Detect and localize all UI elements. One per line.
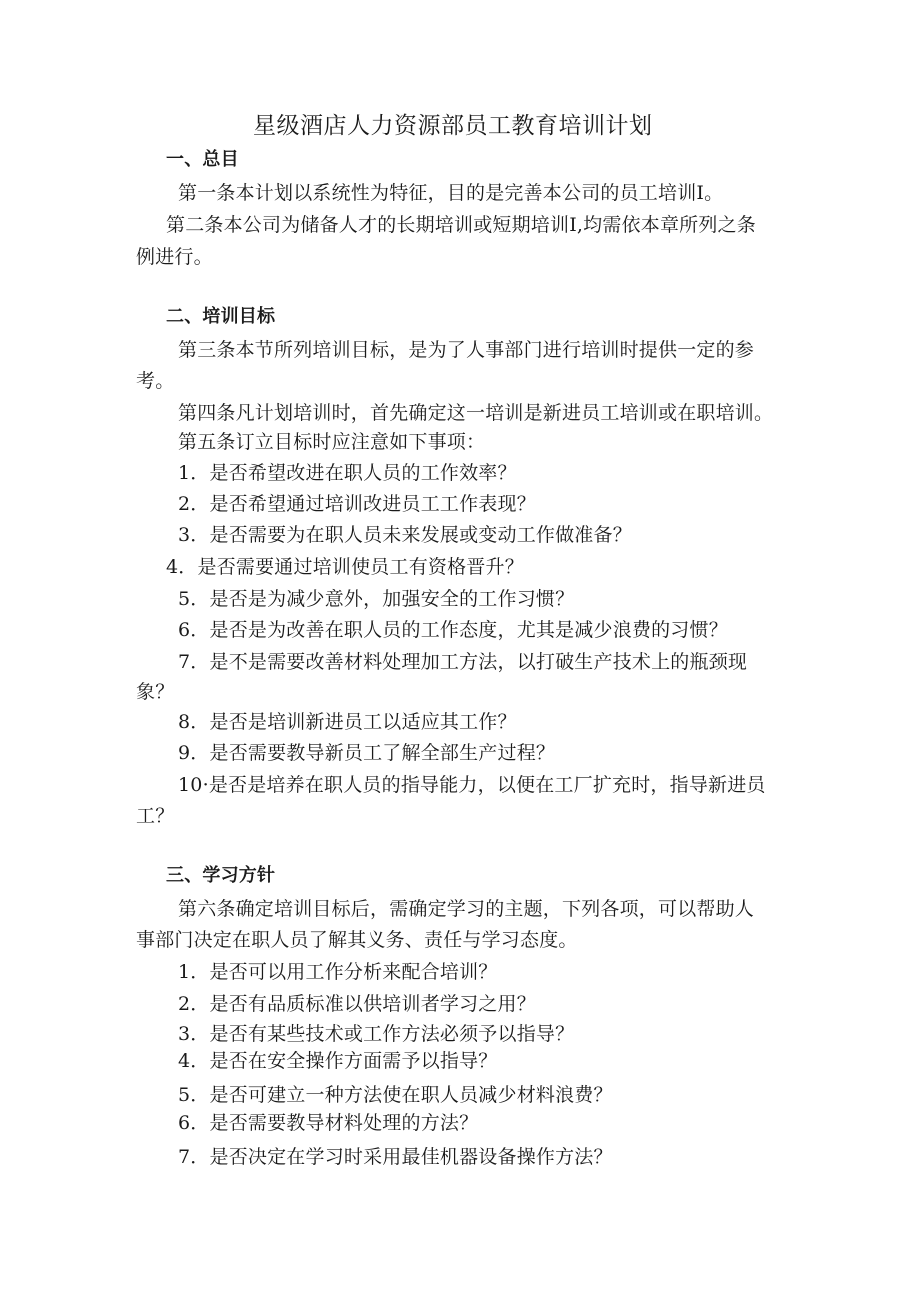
paragraph-line: 第五条订立目标时应注意如下事项： xyxy=(178,431,486,453)
list-item: 1．是否希望改进在职人员的工作效率？ xyxy=(178,462,517,484)
list-item: 3．是否有某些技术或工作方法必须予以指导？ xyxy=(178,1023,575,1045)
document-title: 星级酒店人力资源部员工教育培训计划 xyxy=(253,113,653,139)
list-item: 6．是否是为改善在职人员的工作态度，尤其是减少浪费的习惯？ xyxy=(178,619,728,641)
list-item: 2．是否有品质标准以供培训者学习之用？ xyxy=(178,993,536,1015)
list-item: 1．是否可以用工作分析来配合培训？ xyxy=(178,961,498,983)
section-heading: 二、培训目标 xyxy=(166,306,276,327)
list-item: 8．是否是培训新进员工以适应其工作？ xyxy=(178,711,517,733)
paragraph-line: 事部门决定在职人员了解其义务、责任与学习态度。 xyxy=(136,929,578,951)
paragraph-line: 考。 xyxy=(136,370,175,392)
list-item: 象？ xyxy=(136,681,175,703)
list-item: 3．是否需要为在职人员未来发展或变动工作做准备？ xyxy=(178,524,632,546)
list-item: 5．是否可建立一种方法使在职人员减少材料浪费？ xyxy=(178,1084,613,1106)
paragraph-line: 第六条确定培训目标后，需确定学习的主题，下列各项，可以帮助人 xyxy=(178,898,755,920)
paragraph-line: 第三条本节所列培训目标，是为了人事部门进行培训时提供一定的参 xyxy=(178,339,755,361)
list-item: 4．是否需要通过培训使员工有资格晋升？ xyxy=(166,556,524,578)
list-item: 2．是否希望通过培训改进员工工作表现？ xyxy=(178,493,536,515)
paragraph-line: 第一条本计划以系统性为特征，目的是完善本公司的员工培训I。 xyxy=(178,182,724,204)
paragraph-line: 第四条凡计划培训时，首先确定这一培训是新进员工培训或在职培训。 xyxy=(178,402,774,424)
list-item: 9．是否需要教导新员工了解全部生产过程？ xyxy=(178,742,556,764)
list-item: 4．是否在安全操作方面需予以指导？ xyxy=(178,1050,498,1072)
list-item: 6．是否需要教导材料处理的方法？ xyxy=(178,1112,479,1134)
list-item: 5．是否是为减少意外，加强安全的工作习惯？ xyxy=(178,588,575,610)
section-heading: 一、总目 xyxy=(166,149,239,170)
list-item: 7．是不是需要改善材料处理加工方法，以打破生产技术上的瓶颈现 xyxy=(178,651,748,673)
section-heading: 三、学习方针 xyxy=(166,865,276,886)
paragraph-line: 第二条本公司为储备人才的长期培训或短期培训I,均需依本章所列之条 xyxy=(166,214,756,236)
list-item: 10·是否是培养在职人员的指导能力，以便在工厂扩充时，指导新进员 xyxy=(178,774,766,796)
list-item: 7．是否决定在学习时采用最佳机器设备操作方法？ xyxy=(178,1146,613,1168)
paragraph-line: 例进行。 xyxy=(136,246,213,268)
list-item: 工？ xyxy=(136,805,175,827)
